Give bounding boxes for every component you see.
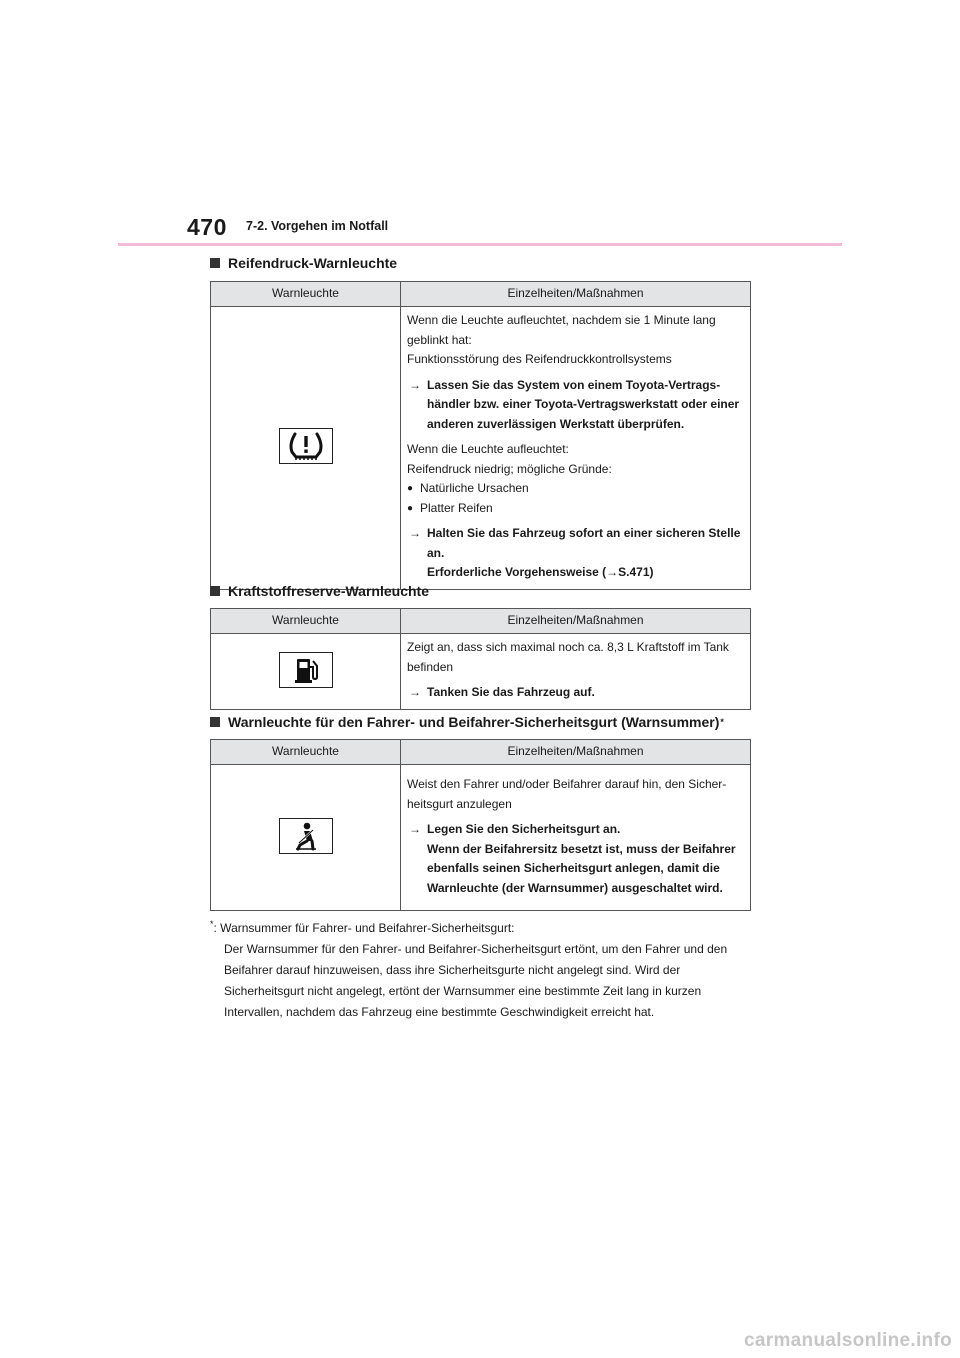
details-text: Weist den Fahrer und/oder Beifahrer darauf hin, den Sicherheitsgurt anzulegen: [407, 777, 727, 811]
chapter-title: 7-2. Vorgehen im Notfall: [246, 219, 389, 233]
arrow-icon: →: [409, 377, 421, 392]
fuel-pump-icon: [279, 652, 333, 688]
footnote-title: *: Warnsummer für Fahrer- und Beifahrer-Sicherheitsgurt:: [210, 919, 515, 935]
details-cell: [401, 307, 751, 590]
section-square-icon: [210, 717, 220, 727]
table-header-row: [211, 282, 751, 307]
details-cell: [401, 634, 751, 710]
footnote-mark: *: [720, 717, 724, 727]
arrow-icon: →: [409, 822, 421, 836]
action-item: → Tanken Sie das Fahrzeug auf.: [407, 683, 746, 703]
details-cell: [401, 765, 751, 911]
section-heading-seatbelt: Warnleuchte für den Fahrer- und Beifahrer-Sicherheitsgurt (Warnsummer) *: [210, 714, 724, 730]
header-rule: [118, 243, 842, 246]
list-item: ● Natürliche Ursachen: [407, 479, 746, 499]
list-item: ● Platter Reifen: [407, 499, 746, 519]
arrow-icon: →: [409, 685, 421, 699]
bullet-icon: ●: [407, 483, 414, 494]
arrow-icon: →: [409, 526, 421, 540]
section-square-icon: [210, 586, 220, 596]
column-header-warnleuchte: Warnleuchte: [211, 282, 401, 307]
section-square-icon: [210, 258, 220, 268]
section-heading-fuel: Kraftstoffreserve-Warnleuchte: [210, 583, 429, 599]
table-row: [211, 307, 751, 590]
column-header-details: Einzelheiten/Maßnahmen: [401, 282, 751, 307]
bullet-icon: ●: [407, 502, 414, 514]
column-header-warnleuchte: Warnleuchte: [211, 609, 401, 634]
table-header-row: [211, 609, 751, 634]
table-row: [211, 634, 751, 710]
details-text: Funktionsstörung des Reifendruckkontrollsystems: [407, 352, 672, 366]
icon-cell: [211, 765, 401, 911]
tire-pressure-table: [210, 281, 751, 590]
column-header-details: Einzelheiten/Maßnahmen: [401, 740, 751, 765]
section-heading-tire-pressure: Reifendruck-Warnleuchte: [210, 255, 397, 271]
page-reference[interactable]: Erforderliche Vorgehensweise (→S.471): [427, 565, 654, 579]
footnote-mark: *: [210, 919, 214, 929]
details-text: Reifendruck niedrig; mögliche Gründe:: [407, 461, 612, 476]
column-header-details: Einzelheiten/Maßnahmen: [401, 609, 751, 634]
fuel-table: [210, 608, 751, 710]
tire-pressure-warning-icon: [279, 428, 333, 464]
action-item: → Halten Sie das Fahrzeug sofort an einer sicheren Stelle an. Erforderliche Vorgehensweise (→S.471): [407, 524, 746, 583]
details-text: Zeigt an, dass sich maximal noch ca. 8,3 L Kraftstoff im Tank befinden: [407, 640, 729, 674]
watermark: carmanualsonline.info: [744, 1330, 952, 1351]
footnote-body: Der Warnsummer für den Fahrer- und Beifahrer-Sicherheitsgurt ertönt, um den Fahrer und den Beifahrer darauf hinzuweisen, dass ihre Sicherheitsgurte nicht angelegt sind. Wird der Sicherheitsgurt nicht angelegt, ertönt der Warnsummer eine bestimmte Zeit lang in kurzen Intervallen, nachdem das Fahrzeug eine bestimmte Geschwindigkeit erreicht hat.: [224, 942, 728, 1019]
seatbelt-warning-icon: [279, 818, 333, 854]
seatbelt-table: [210, 739, 751, 911]
table-header-row: [211, 740, 751, 765]
icon-cell: [211, 634, 401, 710]
action-item: → Lassen Sie das System von einem Toyota-Vertragshändler bzw. einer Toyota-Vertragswerkstatt oder einer anderen zuverlässigen Werkstatt überprüfen.: [407, 376, 746, 435]
details-text: Wenn die Leuchte aufleuchtet:: [407, 442, 569, 456]
action-item: → Legen Sie den Sicherheitsgurt an. Wenn der Beifahrersitz besetzt ist, muss der Beifahrer ebenfalls seinen Sicherheitsgurt anlegen, damit die Warnleuchte (der Warnsummer) ausgeschaltet wird.: [407, 820, 746, 898]
page-number: 470: [187, 214, 227, 240]
details-text: Wenn die Leuchte aufleuchtet, nachdem sie 1 Minute lang geblinkt hat:: [407, 313, 716, 347]
icon-cell: [211, 307, 401, 590]
column-header-warnleuchte: Warnleuchte: [211, 740, 401, 765]
footnote: [210, 914, 755, 1023]
table-row: [211, 765, 751, 911]
